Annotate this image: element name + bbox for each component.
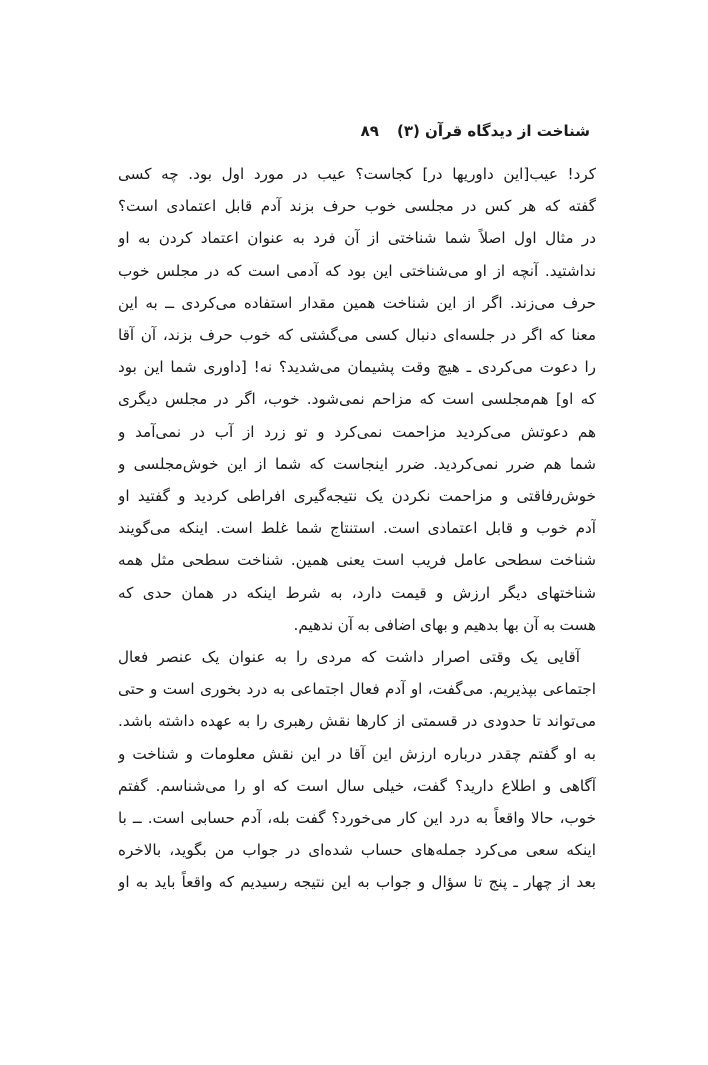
text-line: کرد! عیب[این داوریها در] کجاست؟ عیب در مورد اول بود. چه کسی bbox=[118, 165, 596, 183]
text-line: خوب، حالا واقعاً به درد این کار می‌خورد؟ گفت بله، آدم حسابی است. ــ با bbox=[118, 809, 596, 828]
text-line: معنا که اگر در جلسه‌ای دنبال کسی می‌گشتی که خوب حرف بزند، آن آقا bbox=[118, 326, 596, 345]
text-line: شناخت سطحی عامل فریب است یعنی همین. شناخت سطحی مثل همه bbox=[118, 551, 596, 570]
text-line: آقایی یک وقتی اصرار داشت که مردی را به عنوان یک عنصر فعال bbox=[118, 648, 580, 667]
text-line: بعد از چهار ـ پنج تا سؤال و جواب به این نتیجه رسیدیم که واقعاً باید به او bbox=[118, 873, 596, 892]
text-line: هست به آن بها بدهیم و بهای اضافی به آن ندهیم. bbox=[293, 615, 596, 634]
text-line: در مثال اول اصلاً شما شناختی از آن فرد به عنوان اعتماد کردن به او bbox=[118, 229, 596, 248]
text-line: را دعوت می‌کردی ـ هیچ وقت پشیمان می‌شدید؟ نه! [داوری شما این بود bbox=[118, 358, 596, 377]
text-line: نداشتید. آنچه از او می‌شناختی این بود که آدمی است که در مجلس خوب bbox=[118, 261, 596, 280]
text-line: اجتماعی بپذیریم. می‌گفت، او آدم فعال اجتماعی به درد بخوری است و حتی bbox=[118, 680, 596, 699]
running-header bbox=[118, 118, 590, 144]
text-line: که او] هم‌مجلسی است که مزاحم نمی‌شود. خوب، اگر در مجلس دیگری bbox=[118, 390, 596, 409]
paragraph-1 bbox=[118, 158, 596, 641]
body-text bbox=[118, 158, 596, 899]
text-line: شما هم ضرر نمی‌کردید. ضرر اینجاست که شما از این خوش‌مجلسی و bbox=[118, 454, 596, 473]
text-line: آدم خوب و قابل اعتمادی است. استنتاج شما غلط است. اینکه می‌گویند bbox=[118, 519, 596, 538]
text-line: خوش‌رفاقتی و مزاحمت نکردن یک نتیجه‌گیری افراطی کردید و گفتید او bbox=[118, 487, 596, 506]
text-line: هم دعوتش می‌کردید مزاحمت نمی‌کرد و تو زرد از آب در نمی‌آمد و bbox=[118, 422, 596, 441]
page-number: ۸۹ bbox=[360, 122, 379, 140]
text-line: می‌تواند تا حدودی در قسمتی از کارها نقش رهبری را به عهده داشته باشد. bbox=[118, 712, 596, 731]
text-line: آگاهی و اطلاع دارید؟ گفت، خیلی سال است که او را می‌شناسم. گفتم bbox=[118, 776, 596, 795]
text-line: گفته که هر کس در مجلسی خوب حرف بزند آدم قابل اعتمادی است؟ bbox=[118, 197, 596, 216]
running-header-title: شناخت از دیدگاه قرآن (۳) bbox=[396, 122, 590, 140]
text-line: اینکه سعی می‌کرد جمله‌های حساب شده‌ای در جواب من بگوید، بالاخره bbox=[118, 841, 596, 860]
paragraph-2 bbox=[118, 641, 596, 899]
text-line: به او گفتم چقدر درباره ارزش این آقا در این نقش معلومات و شناخت و bbox=[118, 744, 596, 763]
text-line: حرف می‌زند. اگر از این شناخت همین مقدار استفاده می‌کردی ــ به این bbox=[118, 293, 596, 312]
text-line: شناختهای دیگر ارزش و قیمت دارد، به شرط اینکه در همان حدی که bbox=[118, 583, 596, 602]
